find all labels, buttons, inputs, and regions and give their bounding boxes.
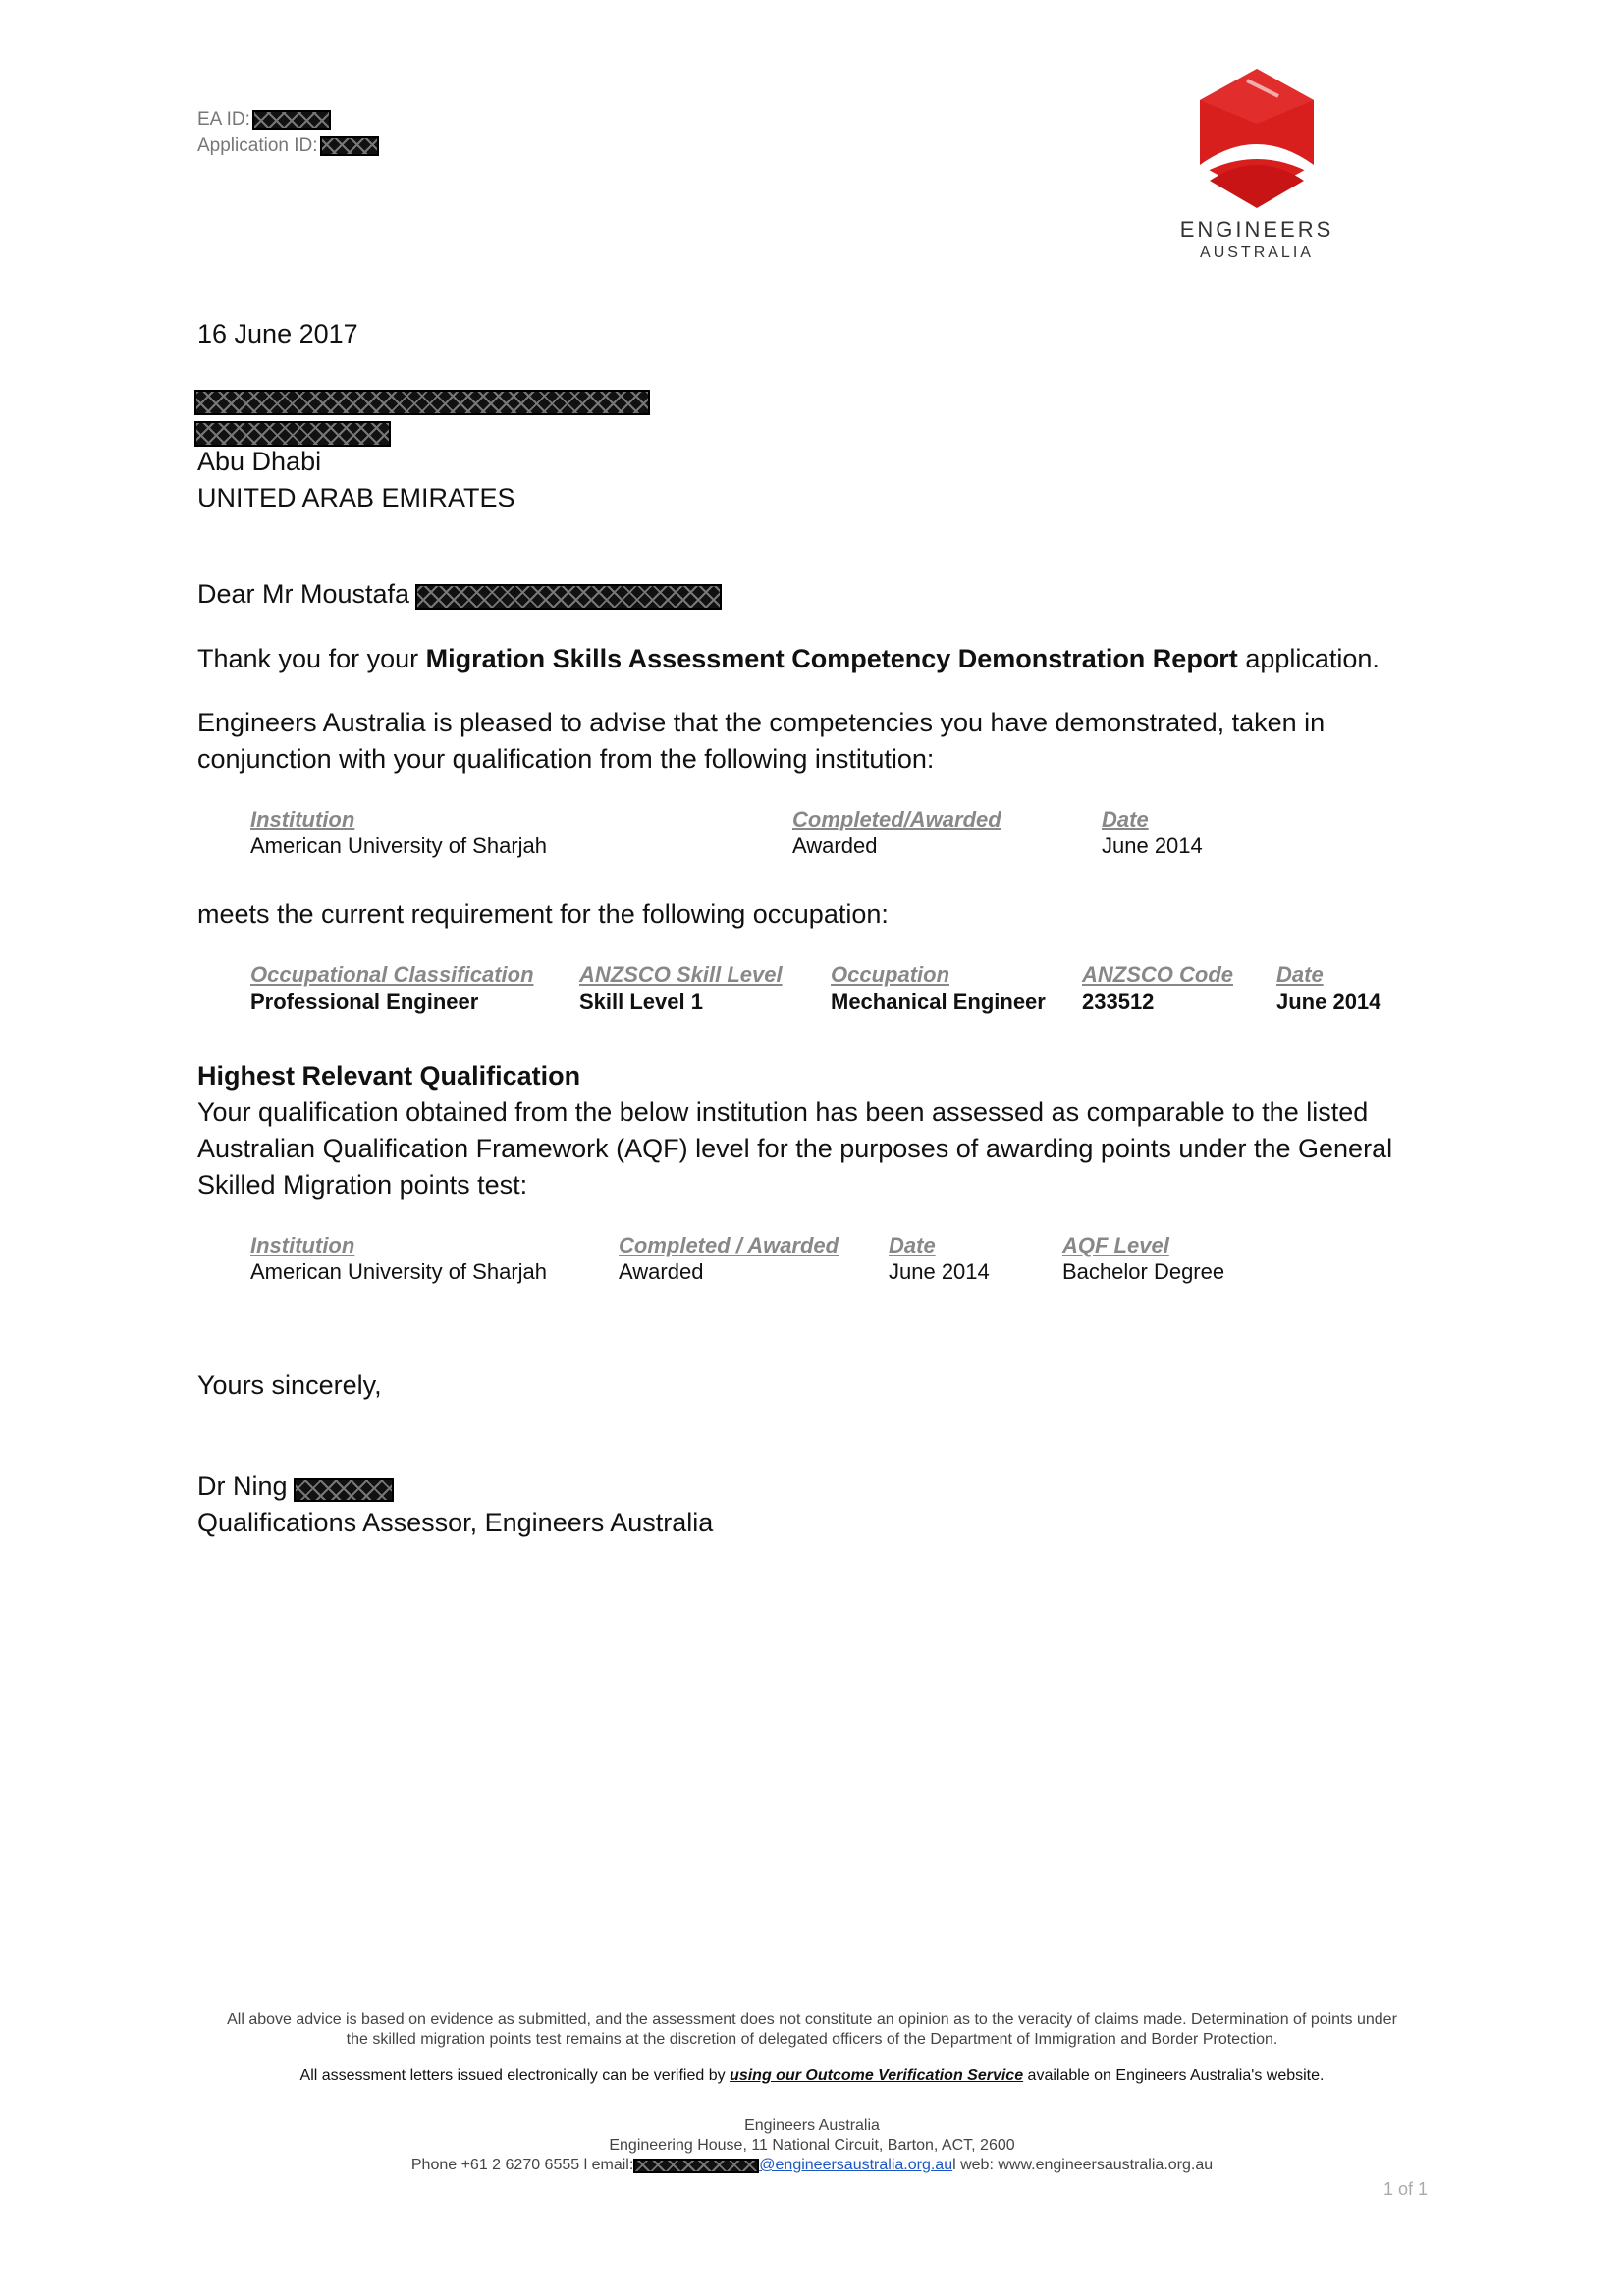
salutation-text: Dear Mr Moustafa [197, 579, 410, 609]
org-address: Engineering House, 11 National Circuit, Barton, ACT, 2600 [609, 2137, 1015, 2154]
disclaimer [0, 2010, 1624, 2050]
table-header: Occupational Classification [250, 962, 534, 987]
id-block [197, 106, 379, 159]
competency-paragraph [197, 705, 1474, 777]
table-header: AQF Level [1062, 1233, 1169, 1257]
table-header: Completed / Awarded [619, 1233, 839, 1257]
competency-line2: conjunction with your qualification from the following institution: [197, 744, 935, 774]
address-redaction-line1 [194, 390, 650, 415]
table-cell: American University of Sharjah [250, 833, 548, 858]
verify-suffix: available on Engineers Australia's website. [1023, 2067, 1325, 2084]
logo-text-line2: AUSTRALIA [1200, 244, 1314, 261]
engineers-australia-logo [1159, 65, 1355, 262]
salutation [197, 576, 1474, 613]
ea-id-label: EA ID: [197, 109, 250, 130]
ea-id-row [197, 106, 379, 133]
hrq-line3: Skilled Migration points test: [197, 1170, 528, 1200]
redaction-box [252, 110, 331, 130]
table-cell: Awarded [792, 833, 878, 858]
address-country: UNITED ARAB EMIRATES [197, 483, 515, 512]
org-contact-block [0, 2116, 1624, 2175]
table-header: Date [889, 1233, 936, 1257]
logo-text-line1: ENGINEERS [1179, 217, 1334, 241]
signer-name: Dr Ning [197, 1471, 288, 1501]
table-cell: June 2014 [1102, 833, 1203, 858]
thanks-prefix: Thank you for your [197, 644, 426, 673]
competency-line1: Engineers Australia is pleased to advise that the competencies you have demonstrated, taken in [197, 708, 1326, 737]
table-cell: 233512 [1082, 989, 1155, 1014]
hrq-paragraph [197, 1095, 1474, 1203]
table-cell: June 2014 [889, 1259, 990, 1284]
table-header: Institution [250, 807, 355, 831]
signer-title: Qualifications Assessor, Engineers Australia [197, 1508, 714, 1537]
thanks-suffix: application. [1237, 644, 1380, 673]
hexagon-logo-icon [1188, 65, 1326, 210]
org-name: Engineers Australia [744, 2117, 880, 2134]
contact-line [0, 2156, 1624, 2175]
redaction-box [320, 136, 379, 156]
hrq-heading: Highest Relevant Qualification [197, 1061, 581, 1091]
page-number: 1 of 1 [1382, 2179, 1428, 2199]
disclaimer-line1: All above advice is based on evidence as submitted, and the assessment does not constitute an opinion as to the veracity of claims made. Determination of points under [227, 2011, 1397, 2028]
redaction-box [415, 584, 722, 610]
address-city: Abu Dhabi [197, 447, 322, 476]
phone-text: Phone +61 2 6270 6555 l email: [410, 2157, 634, 2173]
outcome-verification-link[interactable]: using our Outcome Verification Service [730, 2067, 1024, 2084]
email-link[interactable]: @engineersaustralia.org.au [759, 2157, 953, 2173]
table-cell: Mechanical Engineer [831, 989, 1046, 1014]
application-type: Migration Skills Assessment Competency Demonstration Report [425, 644, 1238, 673]
web-text: l web: www.engineersaustralia.org.au [952, 2157, 1214, 2173]
table-header: ANZSCO Code [1082, 962, 1233, 987]
occupation-table [0, 962, 1624, 1021]
verification-note [0, 2067, 1624, 2085]
table-header: ANZSCO Skill Level [579, 962, 783, 987]
table-cell: Awarded [619, 1259, 704, 1284]
letter-date: 16 June 2017 [197, 319, 358, 348]
signer-name-row [197, 1468, 1474, 1505]
thanks-paragraph [197, 641, 1474, 677]
table-header: Institution [250, 1233, 355, 1257]
table-cell: June 2014 [1276, 989, 1381, 1014]
hrq-line2: Australian Qualification Framework (AQF) level for the purposes of awarding points under the General [197, 1134, 1393, 1163]
qualification-table [0, 1233, 1624, 1292]
table-header: Completed/Awarded [792, 807, 1001, 831]
redaction-box [633, 2159, 759, 2173]
address-block [197, 444, 1474, 516]
hrq-line1: Your qualification obtained from the below institution has been assessed as comparable to the listed [197, 1097, 1369, 1127]
verify-prefix: All assessment letters issued electronically can be verified by [299, 2067, 731, 2084]
disclaimer-line2: the skilled migration points test remains at the discretion of delegated officers of the Department of Immigration and Border Protection. [346, 2031, 1278, 2048]
application-id-label: Application ID: [197, 135, 318, 156]
closing: Yours sincerely, [197, 1370, 382, 1400]
table-header: Date [1276, 962, 1324, 987]
institution-table [0, 807, 1624, 866]
table-cell: Skill Level 1 [579, 989, 703, 1014]
table-cell: American University of Sharjah [250, 1259, 548, 1284]
table-cell: Bachelor Degree [1062, 1259, 1225, 1284]
table-header: Date [1102, 807, 1149, 831]
meets-requirement-text: meets the current requirement for the following occupation: [197, 899, 889, 929]
table-cell: Professional Engineer [250, 989, 479, 1014]
redaction-box [294, 1478, 394, 1502]
table-header: Occupation [831, 962, 950, 987]
application-id-row [197, 133, 379, 159]
